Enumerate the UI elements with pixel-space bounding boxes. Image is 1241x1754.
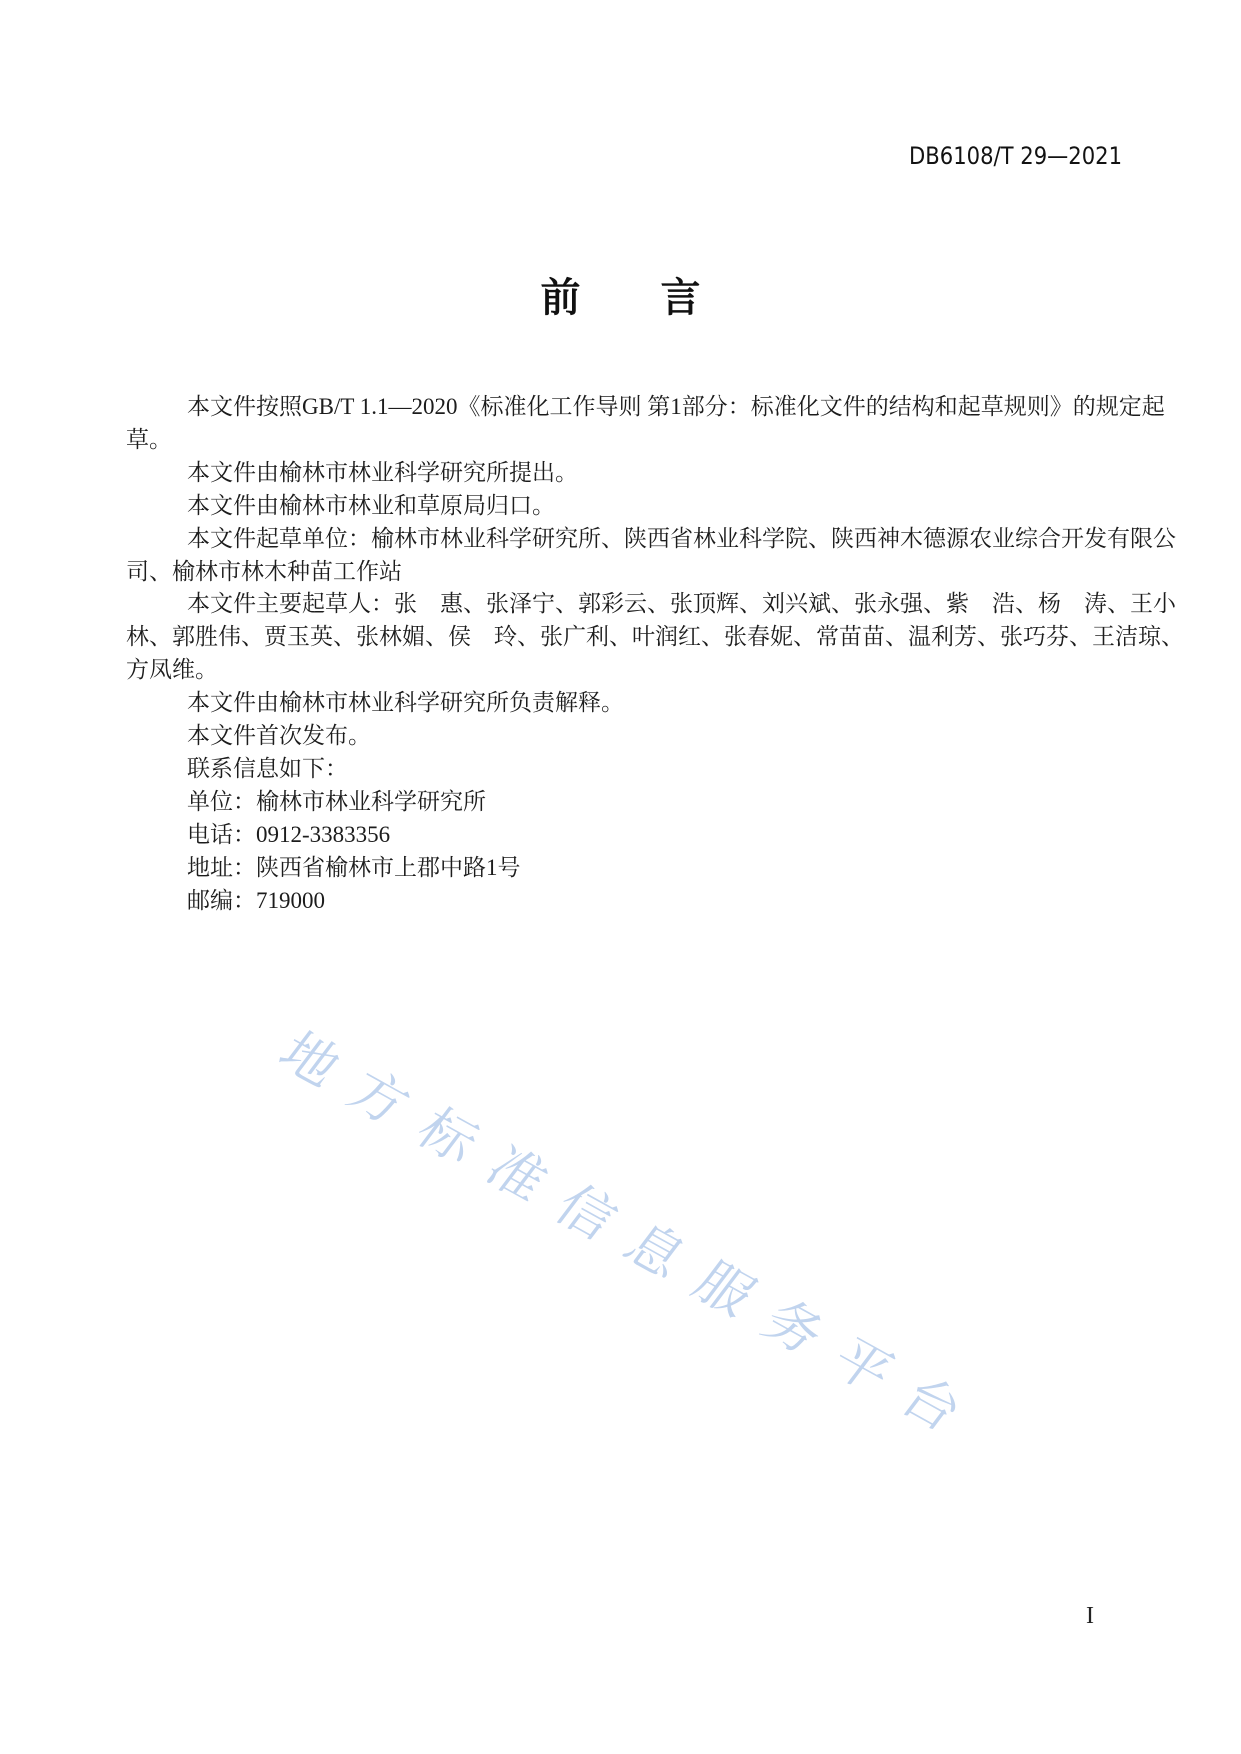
body-line: 地址：陕西省榆林市上郡中路1号 [187, 854, 521, 880]
body-line: 联系信息如下： [187, 755, 348, 781]
body-line: 林、郭胜伟、贾玉英、张林媚、侯 玲、张广利、叶润红、张春妮、常苗苗、温利芳、张巧芬、王洁琼、 [126, 624, 1184, 650]
body-line: 方凤维。 [126, 657, 218, 683]
body-line: 司、榆林市林木种苗工作站 [126, 558, 402, 584]
body-line: 本文件由榆林市林业科学研究所负责解释。 [187, 690, 624, 716]
standard-code-header: DB6108/T 29—2021 [909, 142, 1122, 170]
body-line: 邮编：719000 [187, 887, 325, 913]
body-line: 本文件起草单位：榆林市林业科学研究所、陕西省林业科学院、陕西神木德源农业综合开发有限公 [187, 525, 1176, 551]
body-line: 本文件按照GB/T 1.1—2020《标准化工作导则 第1部分：标准化文件的结构和起草规则》的规定起 [187, 394, 1165, 419]
body-line: 本文件主要起草人：张 惠、张泽宁、郭彩云、张顶辉、刘兴斌、张永强、紫 浩、杨 涛、王小 [187, 591, 1176, 617]
page-title: 前 言 [540, 276, 701, 320]
watermark-text: 地方标准信息服务平台 [267, 1022, 996, 1454]
body-line: 电话：0912-3383356 [187, 821, 391, 847]
body-line: 单位：榆林市林业科学研究所 [187, 788, 486, 814]
foreword-body [126, 391, 1184, 918]
body-line: 草。 [126, 426, 172, 452]
body-line: 本文件由榆林市林业和草原局归口。 [187, 492, 555, 518]
body-line: 本文件由榆林市林业科学研究所提出。 [187, 459, 578, 485]
body-line: 本文件首次发布。 [187, 723, 371, 749]
page-number: I [1086, 1603, 1094, 1629]
